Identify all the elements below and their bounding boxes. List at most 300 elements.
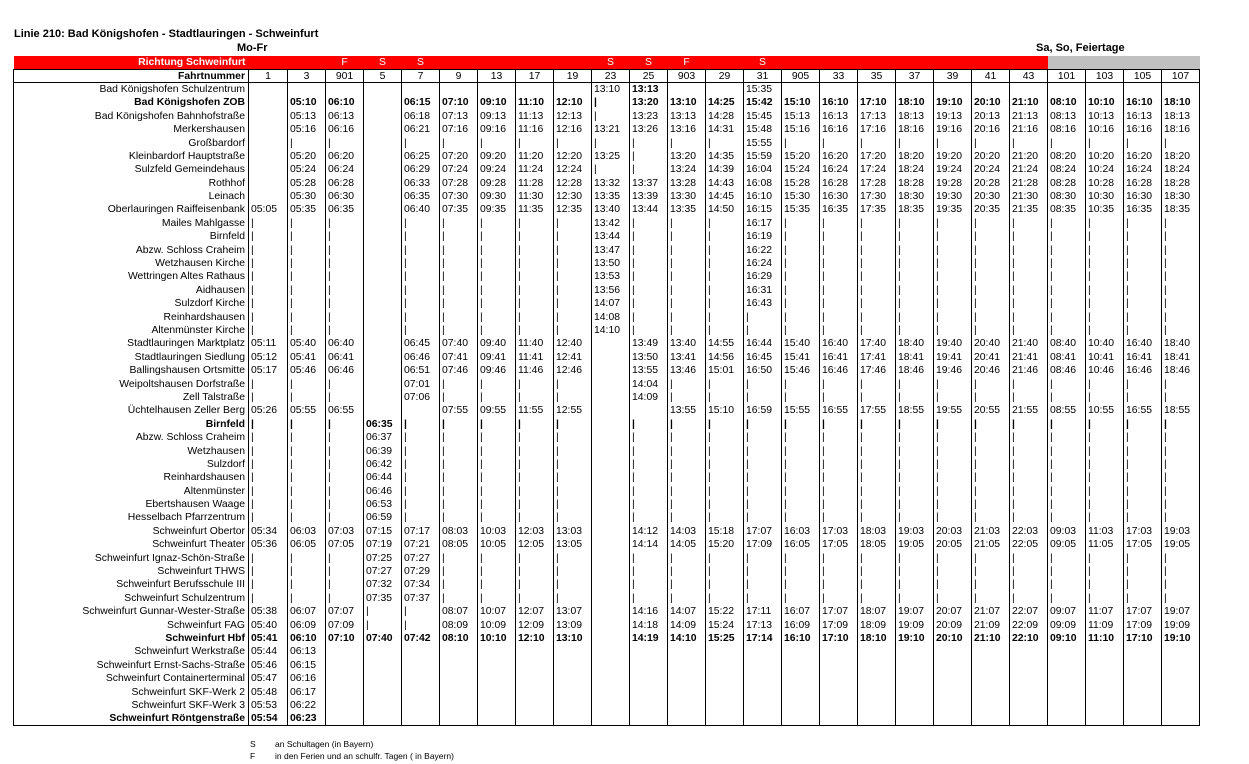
departure-time: |	[326, 324, 364, 337]
departure-time: |	[1124, 578, 1162, 591]
departure-time: 12:16	[554, 123, 592, 136]
departure-time: |	[820, 551, 858, 564]
departure-time: |	[440, 418, 478, 431]
departure-time: |	[440, 431, 478, 444]
trip-note: S	[592, 56, 630, 69]
departure-time: 07:27	[364, 565, 402, 578]
departure-time: |	[706, 592, 744, 605]
departure-time: 06:51	[402, 364, 440, 377]
departure-time: 21:10	[1010, 96, 1048, 109]
departure-time: 12:40	[554, 337, 592, 350]
departure-time	[592, 525, 630, 538]
departure-time: |	[820, 217, 858, 230]
departure-time: 05:55	[288, 404, 326, 417]
departure-time: 08:16	[1048, 123, 1086, 136]
departure-time	[668, 685, 706, 698]
departure-time: 13:30	[668, 190, 706, 203]
departure-time: 06:37	[364, 431, 402, 444]
departure-time: |	[516, 444, 554, 457]
trip-number: 25	[630, 69, 668, 82]
departure-time: 06:35	[402, 190, 440, 203]
departure-time: |	[1162, 485, 1200, 498]
departure-time	[402, 685, 440, 698]
departure-time: 16:16	[1124, 123, 1162, 136]
departure-time: |	[1124, 257, 1162, 270]
departure-time: |	[478, 551, 516, 564]
departure-time: |	[1124, 270, 1162, 283]
departure-time: 15:10	[782, 96, 820, 109]
departure-time: |	[440, 391, 478, 404]
departure-time: |	[249, 431, 288, 444]
departure-time: |	[858, 471, 896, 484]
departure-time: 07:55	[440, 404, 478, 417]
stop-row	[14, 150, 1200, 163]
weekday-group-label: Mo-Fr	[237, 42, 268, 54]
departure-time: |	[934, 270, 972, 283]
departure-time	[972, 712, 1010, 725]
departure-time	[1048, 699, 1086, 712]
departure-time	[896, 685, 934, 698]
departure-time: 16:29	[744, 270, 782, 283]
departure-time: 11:30	[516, 190, 554, 203]
departure-time	[592, 511, 630, 524]
departure-time	[1048, 659, 1086, 672]
departure-time: 21:28	[1010, 177, 1048, 190]
departure-time: 05:41	[249, 632, 288, 645]
departure-time: |	[706, 284, 744, 297]
departure-time: |	[1124, 485, 1162, 498]
departure-time: 08:46	[1048, 364, 1086, 377]
departure-time: |	[1124, 444, 1162, 457]
stop-name: Schweinfurt Berufsschule III	[14, 578, 249, 591]
departure-time: 19:13	[934, 110, 972, 123]
departure-time: 09:55	[478, 404, 516, 417]
departure-time: 16:30	[1124, 190, 1162, 203]
legend-code: F	[250, 750, 256, 761]
departure-time: 08:55	[1048, 404, 1086, 417]
departure-time	[1086, 672, 1124, 685]
departure-time	[1048, 712, 1086, 725]
departure-time: |	[934, 565, 972, 578]
departure-time: 06:13	[288, 645, 326, 658]
departure-time: |	[364, 618, 402, 631]
departure-time	[934, 712, 972, 725]
departure-time: |	[820, 270, 858, 283]
departure-time: |	[1162, 310, 1200, 323]
departure-time: |	[249, 418, 288, 431]
trip-note	[1010, 56, 1048, 69]
stop-row	[14, 431, 1200, 444]
departure-time: 14:08	[592, 310, 630, 323]
departure-time: 14:55	[706, 337, 744, 350]
departure-time: |	[1124, 471, 1162, 484]
departure-time: |	[668, 418, 706, 431]
departure-time: 10:03	[478, 525, 516, 538]
departure-time: 13:50	[592, 257, 630, 270]
departure-time: 20:16	[972, 123, 1010, 136]
trip-note	[972, 56, 1010, 69]
departure-time: 11:35	[516, 203, 554, 216]
departure-time: |	[706, 297, 744, 310]
departure-time: |	[782, 377, 820, 390]
departure-time: |	[554, 485, 592, 498]
departure-time: |	[1048, 377, 1086, 390]
departure-time: 13:16	[668, 123, 706, 136]
departure-time: |	[706, 418, 744, 431]
departure-time: 17:07	[1124, 605, 1162, 618]
departure-time: 16:07	[782, 605, 820, 618]
stop-row	[14, 364, 1200, 377]
departure-time	[744, 712, 782, 725]
departure-time	[364, 324, 402, 337]
departure-time: |	[402, 310, 440, 323]
departure-time: |	[1086, 592, 1124, 605]
departure-time: |	[706, 578, 744, 591]
departure-time: 11:40	[516, 337, 554, 350]
departure-time: 06:46	[402, 351, 440, 364]
stop-row	[14, 310, 1200, 323]
departure-time: 12:41	[554, 351, 592, 364]
departure-time: |	[744, 377, 782, 390]
departure-time: 12:28	[554, 177, 592, 190]
departure-time: 18:13	[896, 110, 934, 123]
departure-time: 16:40	[820, 337, 858, 350]
departure-time: 22:05	[1010, 538, 1048, 551]
trip-number: 5	[364, 69, 402, 82]
departure-time: |	[744, 458, 782, 471]
departure-time: |	[249, 578, 288, 591]
departure-time: |	[896, 511, 934, 524]
departure-time	[592, 645, 630, 658]
departure-time: |	[972, 578, 1010, 591]
departure-time: |	[706, 471, 744, 484]
departure-time	[630, 645, 668, 658]
departure-time: 17:13	[858, 110, 896, 123]
stop-name: Oberlauringen Raiffeisenbank	[14, 203, 249, 216]
departure-time: |	[440, 578, 478, 591]
departure-time: 05:40	[288, 337, 326, 350]
trip-note	[820, 56, 858, 69]
departure-time: 06:20	[326, 150, 364, 163]
departure-time: 05:16	[288, 123, 326, 136]
departure-time: |	[896, 257, 934, 270]
departure-time: |	[782, 257, 820, 270]
departure-time: 16:13	[820, 110, 858, 123]
departure-time: 06:30	[326, 190, 364, 203]
departure-time: 18:10	[1162, 96, 1200, 109]
departure-time: |	[516, 458, 554, 471]
departure-time: 18:09	[858, 618, 896, 631]
stop-row	[14, 645, 1200, 658]
departure-time: 21:55	[1010, 404, 1048, 417]
departure-time: |	[516, 471, 554, 484]
departure-time: |	[402, 284, 440, 297]
departure-time: 17:10	[820, 632, 858, 645]
departure-time	[820, 659, 858, 672]
departure-time	[592, 485, 630, 498]
departure-time: 16:10	[782, 632, 820, 645]
departure-time	[516, 712, 554, 725]
stop-name: Wetzhausen Kirche	[14, 257, 249, 270]
departure-time: 16:35	[1124, 203, 1162, 216]
departure-time	[402, 83, 440, 96]
departure-time: 19:41	[934, 351, 972, 364]
departure-time: 14:31	[706, 123, 744, 136]
departure-time	[364, 96, 402, 109]
departure-time: 20:55	[972, 404, 1010, 417]
trip-number: 105	[1124, 69, 1162, 82]
departure-time: |	[288, 136, 326, 149]
departure-time: |	[440, 270, 478, 283]
departure-time: |	[972, 418, 1010, 431]
stop-name: Ebertshausen Waage	[14, 498, 249, 511]
departure-time: |	[440, 458, 478, 471]
departure-time	[364, 150, 402, 163]
departure-time	[668, 659, 706, 672]
departure-time: |	[440, 243, 478, 256]
departure-time: |	[706, 324, 744, 337]
departure-time: 17:10	[858, 96, 896, 109]
departure-time: 13:44	[592, 230, 630, 243]
departure-time	[364, 163, 402, 176]
departure-time: |	[1010, 136, 1048, 149]
departure-time: 19:28	[934, 177, 972, 190]
departure-time: 13:56	[592, 284, 630, 297]
departure-time: |	[858, 310, 896, 323]
departure-time: |	[782, 284, 820, 297]
departure-time	[858, 659, 896, 672]
stop-row	[14, 659, 1200, 672]
departure-time	[592, 659, 630, 672]
departure-time	[592, 605, 630, 618]
departure-time: |	[249, 458, 288, 471]
departure-time: 09:41	[478, 351, 516, 364]
departure-time: |	[1048, 136, 1086, 149]
trip-number: 29	[706, 69, 744, 82]
departure-time: 16:59	[744, 404, 782, 417]
departure-time: 18:55	[1162, 404, 1200, 417]
departure-time: 14:07	[592, 297, 630, 310]
departure-time: 17:11	[744, 605, 782, 618]
departure-time: |	[934, 284, 972, 297]
departure-time	[554, 685, 592, 698]
departure-time: |	[782, 230, 820, 243]
departure-time: |	[402, 485, 440, 498]
departure-time: 15:22	[706, 605, 744, 618]
stop-name: Reinhardshausen	[14, 310, 249, 323]
departure-time: |	[288, 498, 326, 511]
departure-time	[1162, 685, 1200, 698]
departure-time: |	[249, 592, 288, 605]
departure-time: 16:43	[744, 297, 782, 310]
departure-time: 09:05	[1048, 538, 1086, 551]
departure-time	[1162, 645, 1200, 658]
departure-time: |	[554, 230, 592, 243]
departure-time: |	[1048, 243, 1086, 256]
departure-time: |	[706, 310, 744, 323]
departure-time: |	[554, 471, 592, 484]
departure-time	[1010, 712, 1048, 725]
departure-time: 13:32	[592, 177, 630, 190]
departure-time: |	[1162, 257, 1200, 270]
departure-time: 19:40	[934, 337, 972, 350]
departure-time: |	[896, 418, 934, 431]
departure-time: |	[668, 270, 706, 283]
departure-time: 07:35	[440, 203, 478, 216]
departure-time: 06:35	[364, 418, 402, 431]
departure-time: |	[668, 511, 706, 524]
departure-time: 13:44	[630, 203, 668, 216]
departure-time: |	[440, 297, 478, 310]
departure-time: 06:39	[364, 444, 402, 457]
departure-time: 17:24	[858, 163, 896, 176]
stop-row	[14, 136, 1200, 149]
legend-text: an Schultagen (in Bayern)	[275, 739, 374, 749]
departure-time: |	[249, 310, 288, 323]
departure-time	[1086, 659, 1124, 672]
trip-number: 13	[478, 69, 516, 82]
legend-code: S	[250, 739, 256, 749]
departure-time: 07:10	[326, 632, 364, 645]
departure-time: |	[1086, 511, 1124, 524]
departure-time: 11:03	[1086, 525, 1124, 538]
departure-time: 14:10	[668, 632, 706, 645]
departure-time: |	[249, 217, 288, 230]
trip-note	[934, 56, 972, 69]
stop-row	[14, 498, 1200, 511]
departure-time: |	[858, 565, 896, 578]
departure-time: |	[1124, 458, 1162, 471]
departure-time: |	[668, 297, 706, 310]
departure-time: 09:28	[478, 177, 516, 190]
departure-time: 17:13	[744, 618, 782, 631]
departure-time	[326, 672, 364, 685]
departure-time: |	[934, 592, 972, 605]
departure-time: |	[402, 297, 440, 310]
departure-time: |	[744, 565, 782, 578]
departure-time: 18:35	[1162, 203, 1200, 216]
departure-time: |	[249, 498, 288, 511]
departure-time: |	[782, 511, 820, 524]
departure-time: |	[402, 217, 440, 230]
departure-time	[1086, 712, 1124, 725]
departure-time: |	[326, 230, 364, 243]
departure-time: 08:28	[1048, 177, 1086, 190]
departure-time: |	[478, 498, 516, 511]
departure-time: |	[668, 578, 706, 591]
stop-row	[14, 404, 1200, 417]
departure-time	[782, 672, 820, 685]
departure-time: 06:24	[326, 163, 364, 176]
departure-time: |	[820, 578, 858, 591]
departure-time: |	[820, 444, 858, 457]
departure-time: |	[554, 551, 592, 564]
departure-time: |	[1086, 391, 1124, 404]
departure-time: 14:12	[630, 525, 668, 538]
departure-time: 14:45	[706, 190, 744, 203]
departure-time: |	[288, 230, 326, 243]
departure-time: |	[668, 391, 706, 404]
stop-name: Mailes Mahlgasse	[14, 217, 249, 230]
trip-number: 17	[516, 69, 554, 82]
departure-time: |	[288, 257, 326, 270]
departure-time: |	[668, 324, 706, 337]
departure-time: |	[630, 136, 668, 149]
departure-time	[744, 699, 782, 712]
departure-time: |	[630, 257, 668, 270]
departure-time: 19:07	[896, 605, 934, 618]
departure-time: |	[668, 565, 706, 578]
departure-time: 13:42	[592, 217, 630, 230]
departure-time: 10:13	[1086, 110, 1124, 123]
departure-time: |	[478, 230, 516, 243]
departure-time: |	[516, 498, 554, 511]
departure-time: |	[1010, 284, 1048, 297]
stop-row	[14, 605, 1200, 618]
departure-time: 17:03	[1124, 525, 1162, 538]
departure-time: |	[1162, 511, 1200, 524]
departure-time	[592, 337, 630, 350]
departure-time: 05:26	[249, 404, 288, 417]
departure-time: |	[820, 243, 858, 256]
departure-time: 06:25	[402, 150, 440, 163]
departure-time: |	[1086, 444, 1124, 457]
departure-time: |	[630, 217, 668, 230]
departure-time: 07:16	[440, 123, 478, 136]
stop-row	[14, 243, 1200, 256]
departure-time: 16:17	[744, 217, 782, 230]
departure-time: 10:16	[1086, 123, 1124, 136]
departure-time	[782, 83, 820, 96]
departure-time: |	[1124, 230, 1162, 243]
departure-time	[364, 659, 402, 672]
departure-time	[364, 123, 402, 136]
departure-time: |	[782, 471, 820, 484]
departure-time: 15:20	[782, 150, 820, 163]
departure-time: 07:40	[440, 337, 478, 350]
departure-time: 15:35	[782, 203, 820, 216]
departure-time: |	[782, 444, 820, 457]
departure-time: |	[896, 578, 934, 591]
departure-time: 05:12	[249, 351, 288, 364]
departure-time: 13:49	[630, 337, 668, 350]
departure-time: |	[934, 418, 972, 431]
departure-time: 18:20	[1162, 150, 1200, 163]
departure-time: 19:10	[896, 632, 934, 645]
departure-time: |	[744, 592, 782, 605]
departure-time: |	[1162, 418, 1200, 431]
departure-time: 13:35	[592, 190, 630, 203]
departure-time: 18:40	[1162, 337, 1200, 350]
departure-time	[249, 190, 288, 203]
departure-time: |	[326, 551, 364, 564]
departure-time: 17:14	[744, 632, 782, 645]
departure-time: |	[554, 310, 592, 323]
departure-time	[782, 659, 820, 672]
departure-time: |	[516, 418, 554, 431]
departure-time: 07:42	[402, 632, 440, 645]
departure-time: 13:09	[554, 618, 592, 631]
stop-row	[14, 284, 1200, 297]
departure-time: |	[1048, 418, 1086, 431]
departure-time	[820, 699, 858, 712]
departure-time	[364, 364, 402, 377]
departure-time: |	[326, 217, 364, 230]
stop-name: Sulzdorf	[14, 458, 249, 471]
departure-time	[516, 699, 554, 712]
departure-time: 08:40	[1048, 337, 1086, 350]
departure-time: |	[554, 578, 592, 591]
